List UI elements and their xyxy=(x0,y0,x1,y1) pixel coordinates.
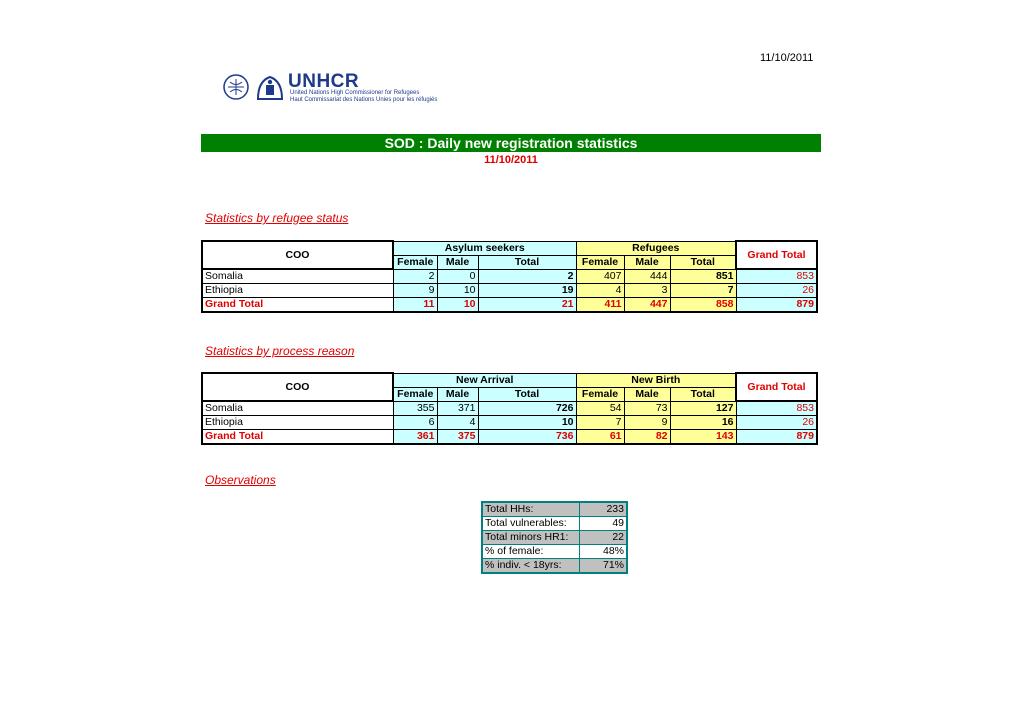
col-male: Male xyxy=(437,255,478,269)
cell: 10 xyxy=(437,284,478,298)
unhcr-logo xyxy=(222,71,462,107)
table-total-row xyxy=(202,298,817,313)
logo-line2: Haut Commissariat des Nations Unies pour les réfugiés xyxy=(290,97,438,103)
cell: 736 xyxy=(478,430,576,445)
cell: 7 xyxy=(670,284,736,298)
row-label: Grand Total xyxy=(202,298,393,313)
un-emblem-icon xyxy=(222,73,284,103)
col-female: Female xyxy=(393,255,437,269)
cell-grand-total: 853 xyxy=(736,401,817,416)
observation-label: % of female: xyxy=(482,545,580,559)
row-label: Somalia xyxy=(202,269,393,284)
section-heading-process-reason: Statistics by process reason xyxy=(205,344,355,358)
cell: 375 xyxy=(437,430,478,445)
cell: 10 xyxy=(437,298,478,313)
table-row xyxy=(482,502,627,517)
table-row xyxy=(202,416,817,430)
section-heading-refugee-status: Statistics by refugee status xyxy=(205,211,349,225)
logo-name: UNHCR xyxy=(288,71,360,92)
report-date: 11/10/2011 xyxy=(760,52,814,64)
cell: 3 xyxy=(624,284,670,298)
col-female: Female xyxy=(576,387,624,401)
cell: 7 xyxy=(576,416,624,430)
table-row xyxy=(202,284,817,298)
refugee-status-table xyxy=(201,240,818,313)
observation-label: % indiv. < 18yrs: xyxy=(482,559,580,574)
cell: 6 xyxy=(393,416,437,430)
cell: 2 xyxy=(478,269,576,284)
col-total: Total xyxy=(478,387,576,401)
cell: 726 xyxy=(478,401,576,416)
row-label: Somalia xyxy=(202,401,393,416)
cell-grand-total: 879 xyxy=(736,430,817,445)
cell: 9 xyxy=(393,284,437,298)
cell: 54 xyxy=(576,401,624,416)
table-row xyxy=(202,401,817,416)
logo-line1: United Nations High Commissioner for Refugees xyxy=(290,90,420,96)
observation-value: 233 xyxy=(580,502,628,517)
cell: 4 xyxy=(437,416,478,430)
cell: 355 xyxy=(393,401,437,416)
cell: 411 xyxy=(576,298,624,313)
observation-value: 71% xyxy=(580,559,628,574)
cell: 61 xyxy=(576,430,624,445)
process-reason-table xyxy=(201,372,818,445)
row-label: Ethiopia xyxy=(202,284,393,298)
table-row xyxy=(202,269,817,284)
cell: 10 xyxy=(478,416,576,430)
cell: 19 xyxy=(478,284,576,298)
group-header-new-birth: New Birth xyxy=(576,373,736,387)
cell: 11 xyxy=(393,298,437,313)
col-female: Female xyxy=(576,255,624,269)
page-subtitle-date: 11/10/2011 xyxy=(484,154,538,166)
table-row xyxy=(482,531,627,545)
row-label: Grand Total xyxy=(202,430,393,445)
cell: 82 xyxy=(624,430,670,445)
cell-grand-total: 26 xyxy=(736,284,817,298)
cell: 143 xyxy=(670,430,736,445)
observations-table xyxy=(481,501,628,574)
col-male: Male xyxy=(624,387,670,401)
observation-value: 49 xyxy=(580,517,628,531)
grand-total-header: Grand Total xyxy=(736,373,817,401)
cell: 4 xyxy=(576,284,624,298)
observation-value: 48% xyxy=(580,545,628,559)
row-label: Ethiopia xyxy=(202,416,393,430)
group-header-asylum-seekers: Asylum seekers xyxy=(393,241,576,255)
table-total-row xyxy=(202,430,817,445)
col-male: Male xyxy=(624,255,670,269)
group-header-refugees: Refugees xyxy=(576,241,736,255)
table-row xyxy=(482,545,627,559)
cell: 2 xyxy=(393,269,437,284)
observation-label: Total vulnerables: xyxy=(482,517,580,531)
cell: 127 xyxy=(670,401,736,416)
coo-header: COO xyxy=(202,241,393,269)
observation-label: Total minors HR1: xyxy=(482,531,580,545)
cell-grand-total: 853 xyxy=(736,269,817,284)
cell: 444 xyxy=(624,269,670,284)
coo-header: COO xyxy=(202,373,393,401)
cell: 9 xyxy=(624,416,670,430)
cell: 858 xyxy=(670,298,736,313)
observation-value: 22 xyxy=(580,531,628,545)
cell-grand-total: 879 xyxy=(736,298,817,313)
cell: 0 xyxy=(437,269,478,284)
table-row xyxy=(482,559,627,574)
table-row xyxy=(482,517,627,531)
cell-grand-total: 26 xyxy=(736,416,817,430)
cell: 21 xyxy=(478,298,576,313)
cell: 361 xyxy=(393,430,437,445)
cell: 851 xyxy=(670,269,736,284)
grand-total-header: Grand Total xyxy=(736,241,817,269)
group-header-new-arrival: New Arrival xyxy=(393,373,576,387)
section-heading-observations: Observations xyxy=(205,473,276,487)
col-total: Total xyxy=(670,255,736,269)
observation-label: Total HHs: xyxy=(482,502,580,517)
cell: 16 xyxy=(670,416,736,430)
page-title: SOD : Daily new registration statistics xyxy=(201,134,821,152)
cell: 73 xyxy=(624,401,670,416)
cell: 447 xyxy=(624,298,670,313)
cell: 407 xyxy=(576,269,624,284)
col-female: Female xyxy=(393,387,437,401)
col-male: Male xyxy=(437,387,478,401)
col-total: Total xyxy=(670,387,736,401)
col-total: Total xyxy=(478,255,576,269)
cell: 371 xyxy=(437,401,478,416)
